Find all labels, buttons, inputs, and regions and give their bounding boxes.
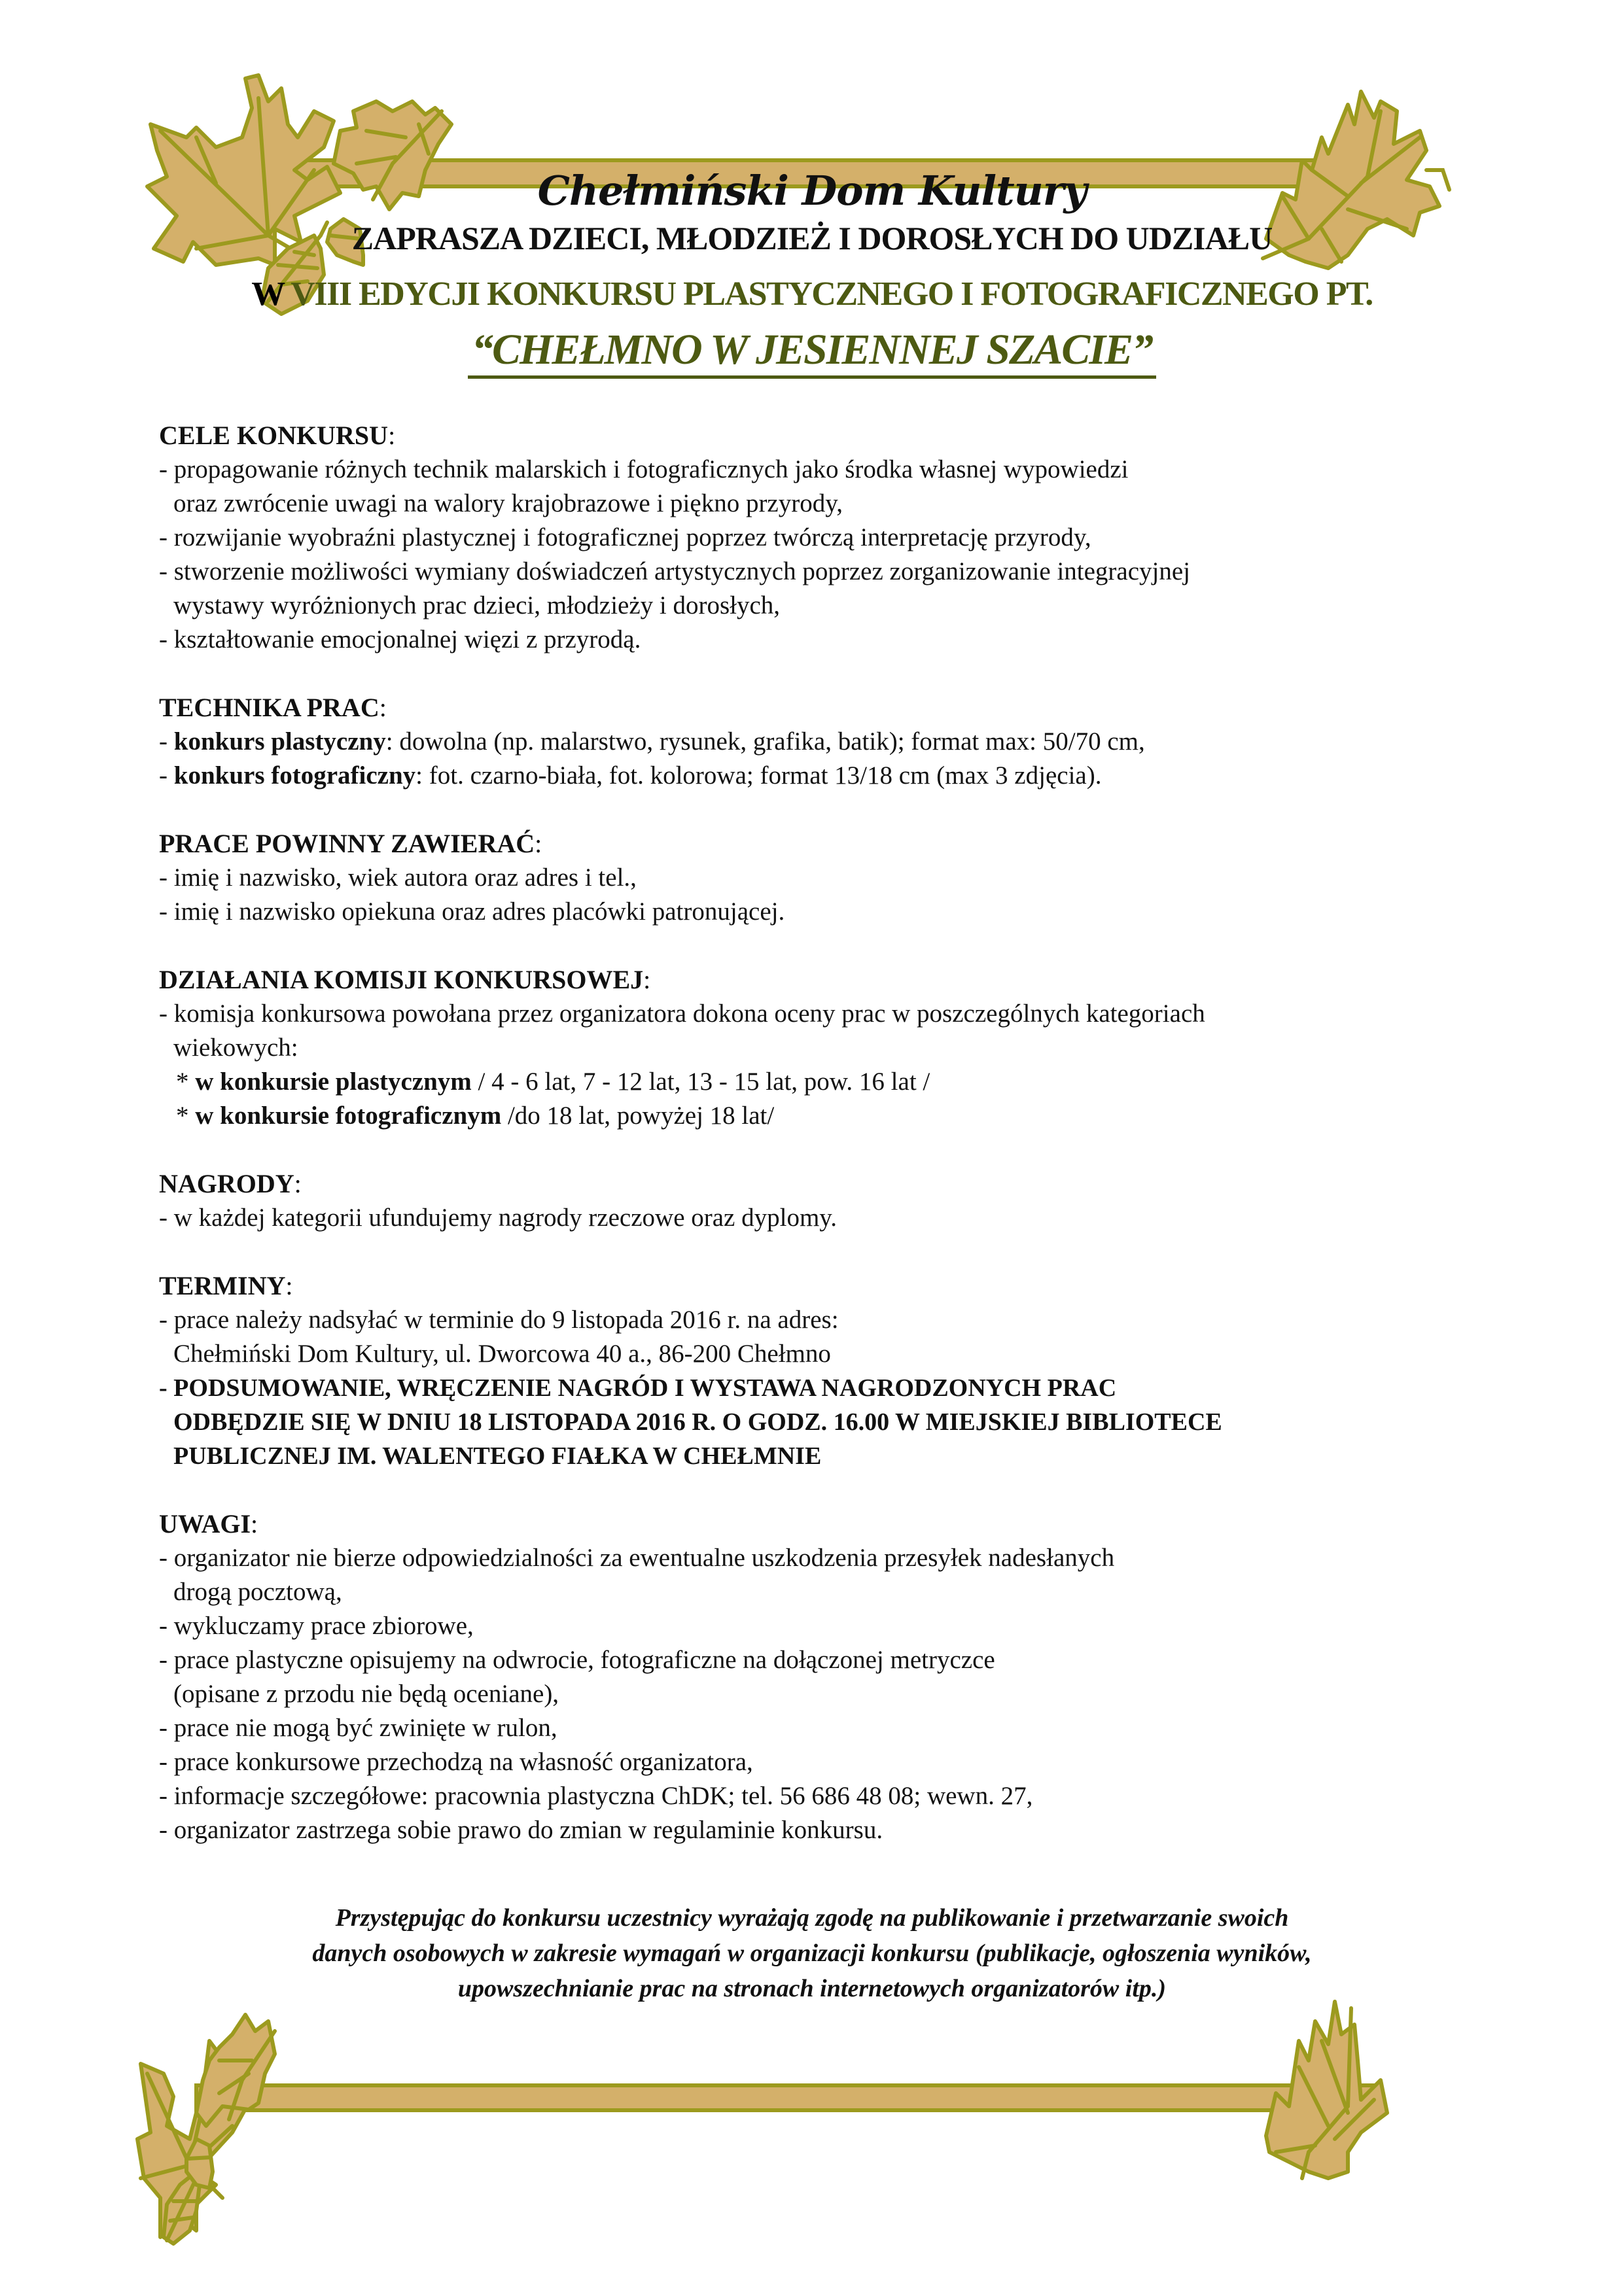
organizer-title: Chełmiński Dom Kultury: [537, 167, 1087, 215]
list-item: - w każdej kategorii ufundujemy nagrody rzeczowe oraz dyplomy.: [159, 1204, 837, 1232]
item-label: konkurs fotograficzny: [173, 761, 416, 790]
list-item: - prace plastyczne opisujemy na odwrocie, fotograficzne na dołączonej metryczce: [159, 1646, 995, 1674]
list-item: - imię i nazwisko opiekuna oraz adres placówki patronującej.: [159, 897, 785, 926]
list-item: - stworzenie możliwości wymiany doświadczeń artystycznych poprzez zorganizowanie integracyjnej: [159, 557, 1191, 585]
category-text: /do 18 lat, powyżej 18 lat/: [501, 1102, 775, 1130]
list-item-continued: oraz zwrócenie uwagi na walory krajobrazowe i piękno przyrody,: [173, 489, 843, 517]
regulations-body: [159, 419, 1500, 1881]
announcement-continued: PUBLICZNEJ IM. WALENTEGO FIAŁKA W CHEŁMNIE: [173, 1442, 822, 1470]
disclaimer-line: Przystępując do konkursu uczestnicy wyrażają zgodę na publikowanie i przetwarzanie swoich: [335, 1904, 1289, 1932]
list-item: - propagowanie różnych technik malarskich i fotograficznych jako środka własnej wypowiedzi: [159, 455, 1129, 483]
category-item: * w konkursie fotograficznym /do 18 lat, powyżej 18 lat/: [176, 1102, 775, 1130]
list-item: - informacje szczegółowe: pracownia plastyczna ChDK; tel. 56 686 48 08; wewn. 27,: [159, 1782, 1033, 1810]
edition-line: [0, 275, 1624, 313]
section-technique: [159, 691, 1500, 793]
disclaimer-line: upowszechnianie prac na stronach internetowych organizatorów itp.): [457, 1975, 1167, 2002]
category-text: / 4 - 6 lat, 7 - 12 lat, 13 - 15 lat, pow. 16 lat /: [471, 1068, 930, 1096]
edition-prefix: W: [251, 275, 284, 313]
list-item-continued: wiekowych:: [173, 1034, 298, 1062]
section-contents: [159, 827, 1500, 929]
section-heading: UWAGI:: [159, 1509, 258, 1539]
section-heading: PRACE POWINNY ZAWIERAĆ:: [159, 829, 542, 858]
category-label: w konkursie plastycznym: [195, 1068, 472, 1096]
section-goals: [159, 419, 1500, 657]
list-item: - rozwijanie wyobraźni plastycznej i fotograficznej poprzez twórczą interpretację przyrody,: [159, 523, 1091, 551]
list-item: - prace nie mogą być zwinięte w rulon,: [159, 1714, 557, 1742]
bottom-autumn-decoration: [0, 1982, 1624, 2296]
contest-name: “CHEŁMNO W JESIENNEJ SZACIE”: [468, 328, 1156, 379]
section-heading: CELE KONKURSU:: [159, 421, 396, 450]
section-heading: TECHNIKA PRAC:: [159, 693, 387, 722]
item-label: konkurs plastyczny: [173, 727, 386, 756]
list-item: - organizator zastrzega sobie prawo do zmian w regulaminie konkursu.: [159, 1816, 883, 1844]
list-item: - kształtowanie emocjonalnej więzi z przyrodą.: [159, 625, 641, 653]
section-heading: NAGRODY:: [159, 1169, 302, 1198]
contest-name-wrapper: [0, 328, 1624, 379]
item-text: : dowolna (np. malarstwo, rysunek, grafika, batik); format max: 50/70 cm,: [385, 727, 1145, 756]
list-item: - imię i nazwisko, wiek autora oraz adres i tel.,: [159, 863, 637, 892]
section-jury: [159, 963, 1500, 1133]
edition-text: VIII EDYCJI KONKURSU PLASTYCZNEGO I FOTOGRAFICZNEGO PT.: [283, 275, 1373, 313]
announcement-continued: ODBĘDZIE SIĘ W DNIU 18 LISTOPADA 2016 R. O GODZ. 16.00 W MIEJSKIEJ BIBLIOTECE: [173, 1408, 1222, 1436]
list-item-continued: drogą pocztową,: [173, 1578, 342, 1606]
address: Chełmiński Dom Kultury, ul. Dworcowa 40 a., 86-200 Chełmno: [173, 1340, 831, 1368]
section-notes: [159, 1507, 1500, 1847]
list-item: - prace należy nadsyłać w terminie do 9 listopada 2016 r. na adres:: [159, 1306, 839, 1334]
section-heading: TERMINY:: [159, 1271, 293, 1300]
invitation-line: ZAPRASZA DZIECI, MŁODZIEŻ I DOROSŁYCH DO UDZIAŁU: [351, 220, 1273, 256]
category-label: w konkursie fotograficznym: [195, 1102, 502, 1130]
list-item-continued: (opisane z przodu nie będą oceniane),: [173, 1680, 559, 1708]
section-prizes: [159, 1167, 1500, 1235]
announcement: - PODSUMOWANIE, WRĘCZENIE NAGRÓD I WYSTAWA NAGRODZONYCH PRAC: [159, 1374, 1117, 1402]
list-item: - prace konkursowe przechodzą na własność organizatora,: [159, 1748, 753, 1776]
list-item: - komisja konkursowa powołana przez organizatora dokona oceny prac w poszczególnych kategoriach: [159, 1000, 1205, 1028]
category-item: * w konkursie plastycznym / 4 - 6 lat, 7 - 12 lat, 13 - 15 lat, pow. 16 lat /: [176, 1068, 930, 1096]
list-item-continued: wystawy wyróżnionych prac dzieci, młodzieży i dorosłych,: [173, 591, 781, 619]
list-item: - wykluczamy prace zbiorowe,: [159, 1612, 474, 1640]
item-text: : fot. czarno-biała, fot. kolorowa; format 13/18 cm (max 3 zdjęcia).: [415, 761, 1102, 790]
list-item: - organizator nie bierze odpowiedzialności za ewentualne uszkodzenia przesyłek nadesłanych: [159, 1544, 1115, 1572]
disclaimer-line: danych osobowych w zakresie wymagań w organizacji konkursu (publikacje, ogłoszenia wyników,: [312, 1939, 1312, 1967]
branch-bar: [196, 2085, 1374, 2110]
section-deadlines: [159, 1269, 1500, 1473]
list-item: - konkurs fotograficzny: fot. czarno-biała, fot. kolorowa; format 13/18 cm (max 3 zdjęcia).: [159, 761, 1102, 790]
list-item: - konkurs plastyczny: dowolna (np. malarstwo, rysunek, grafika, batik); format max: 50/70 cm,: [159, 727, 1145, 756]
section-heading: DZIAŁANIA KOMISJI KONKURSOWEJ:: [159, 965, 651, 994]
